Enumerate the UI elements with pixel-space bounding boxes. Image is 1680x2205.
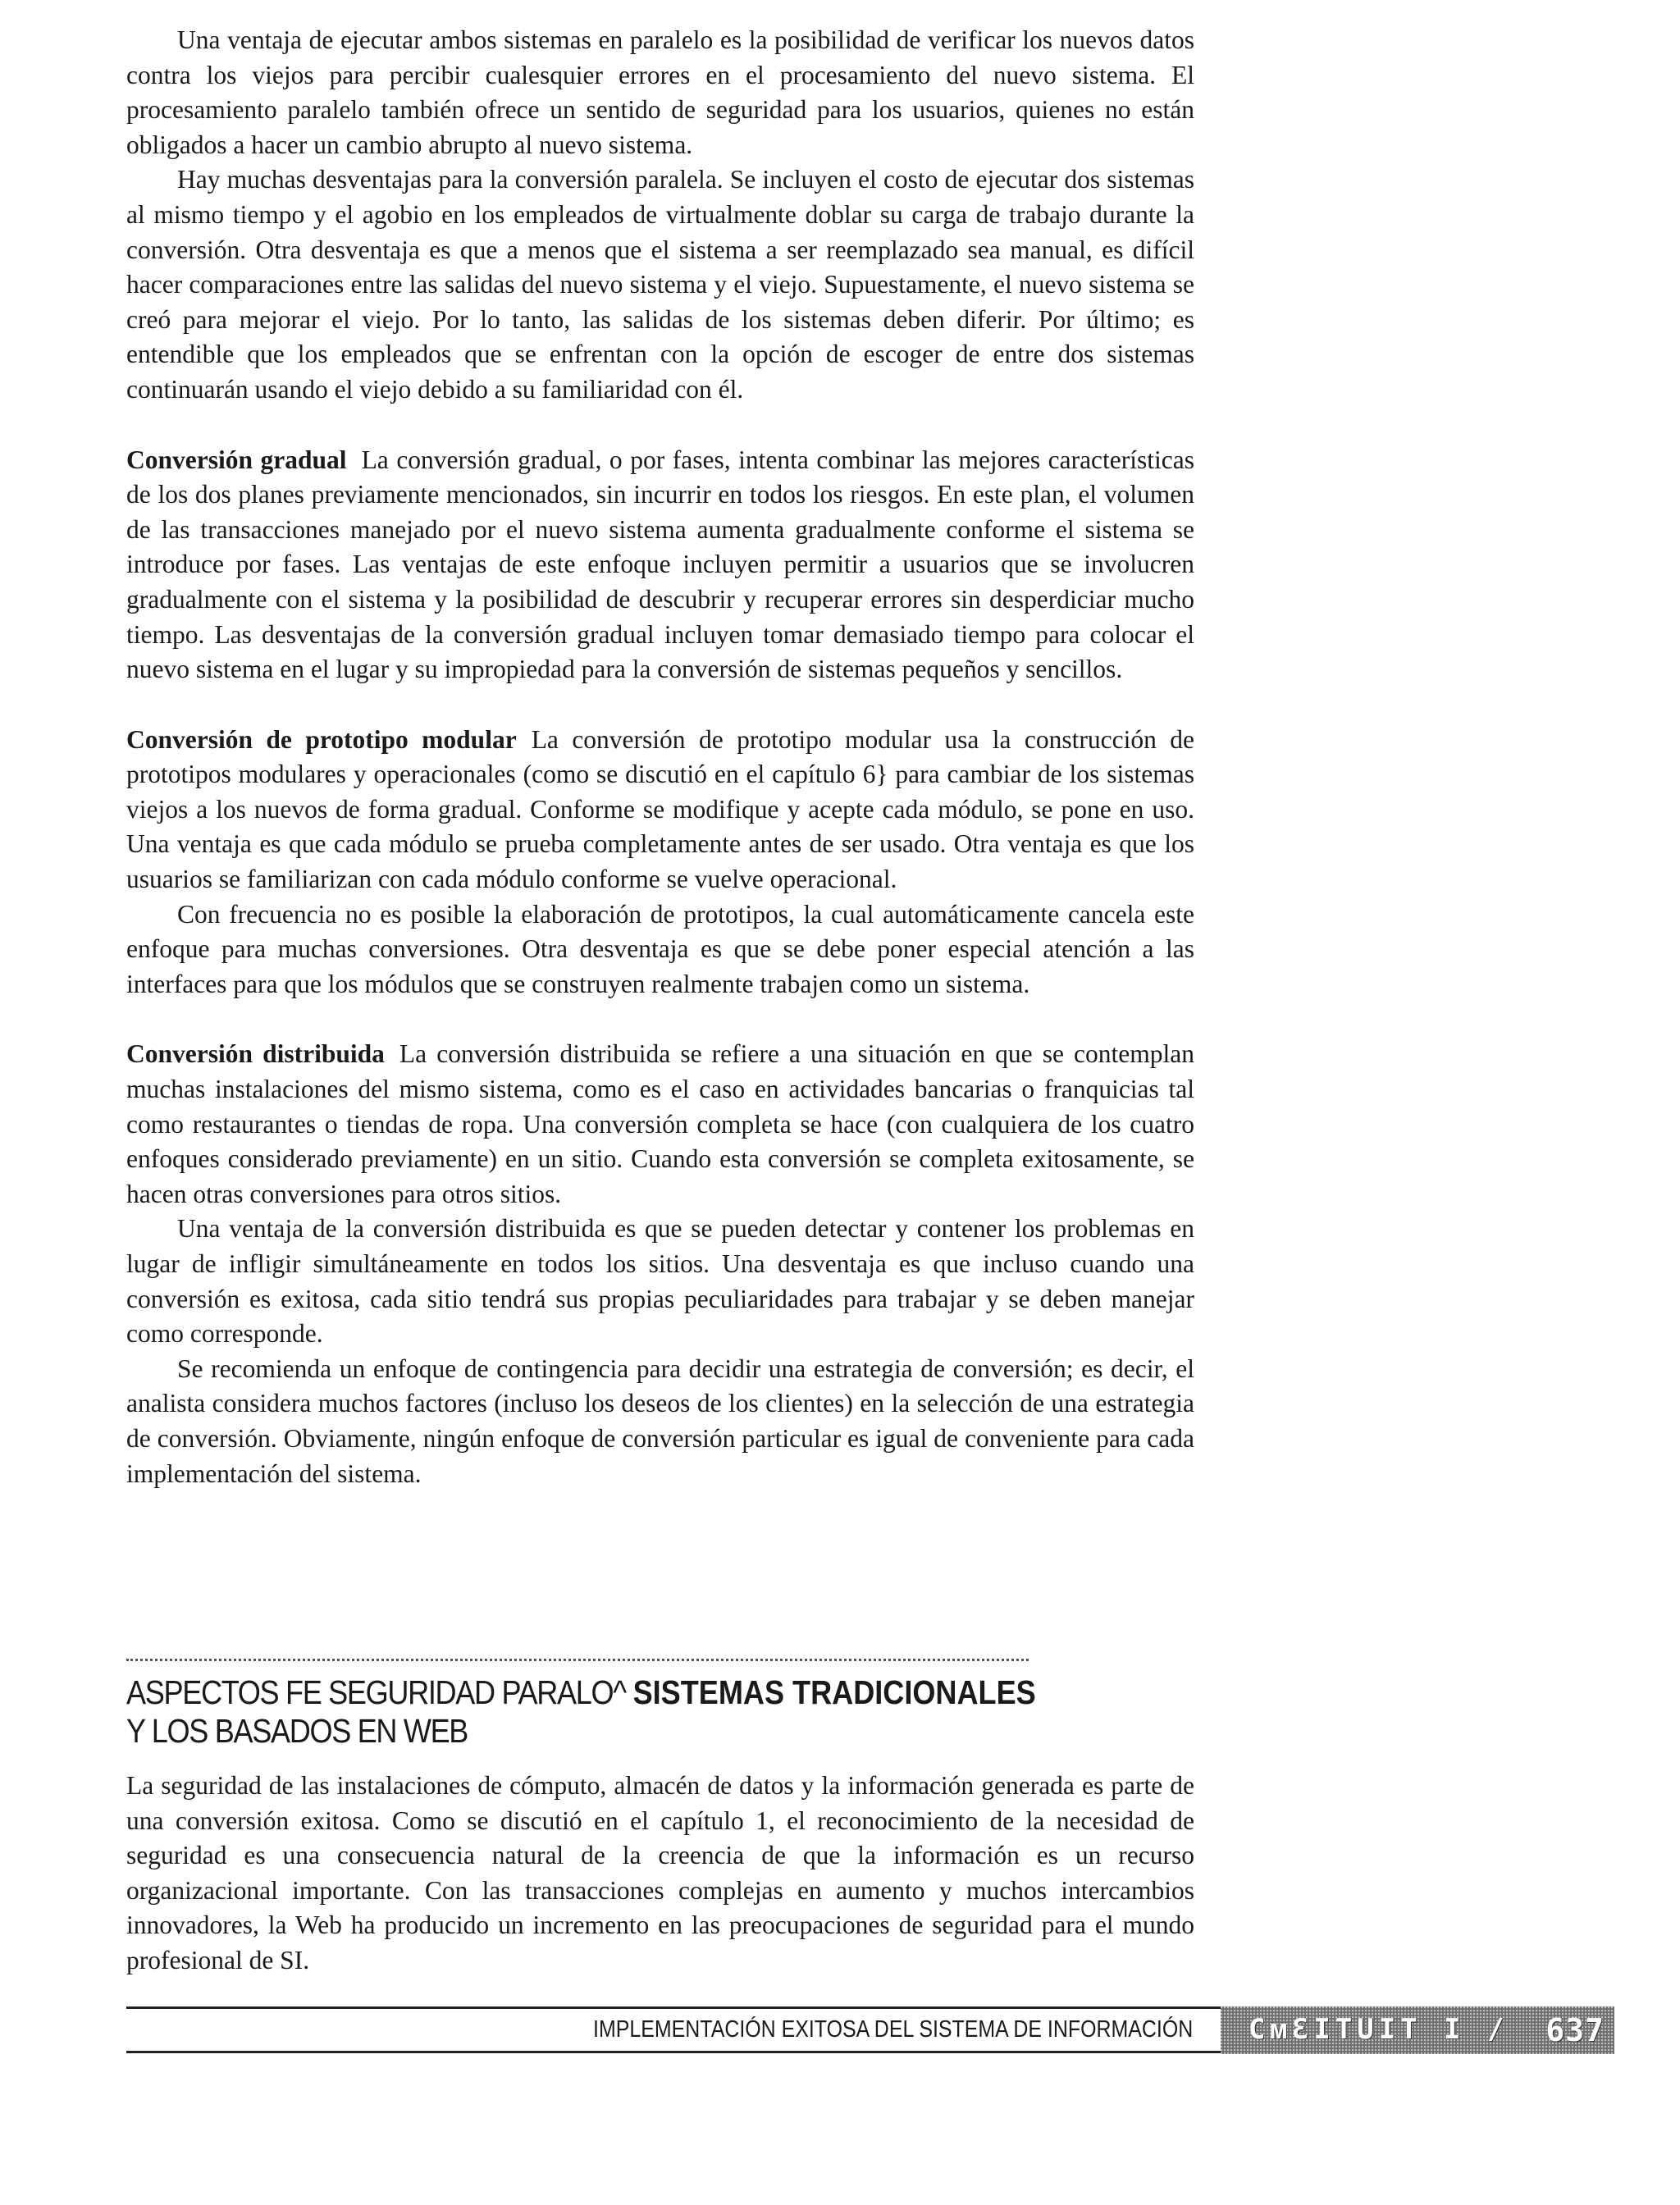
section-heading — [126, 1673, 1101, 1751]
heading-modular: Conversión de prototipo modular — [126, 724, 517, 754]
footer-rule-top — [126, 2006, 1226, 2009]
section-heading-bold: SISTEMAS TRADICIONALES — [632, 1673, 1036, 1711]
text-modular: La conversión de prototipo modular usa la construcción de prototipos modulares y operacionales (como se discutió en el capítulo 6} para cambiar de los sistemas viejos a los nuevos de forma gradual. Conforme se modifique y acepte cada módulo, se pone en uso. Una ventaja es que cada módulo se prueba completamente antes de ser usado. Otra ventaja es que los usuarios se familiarizan con cada módulo conforme se vuelve operacional. — [126, 724, 1194, 894]
footer-rule-bottom — [126, 2051, 1226, 2053]
paragraph-gradual — [126, 443, 1194, 687]
section-heading-line2: Y LOS BASADOS EN WEB — [126, 1712, 468, 1750]
paragraph-security: La seguridad de las instalaciones de cómputo, almacén de datos y la información generada es parte de una conversión exitosa. Como se discutió en el capítulo 1, el reconocimiento de la necesidad de seguridad es una consecuencia natural de la creencia de que la información es un recurso organizacional importante. Con las transacciones complejas en aumento y muchos intercambios innovadores, la Web ha producido un incremento en las preocupaciones de seguridad para el mundo profesional de SI. — [126, 1771, 1194, 1974]
chapter-label: CᴍƐITUIT I / — [1249, 2013, 1509, 2046]
paragraph-distribuida-3: Se recomienda un enfoque de contingencia para decidir una estrategia de conversión; es decir, el analista considera muchos factores (incluso los deseos de los clientes) en la selección de una estrategia de conversión. Obviamente, ningún enfoque de conversión particular es igual de conveniente para cada implementación del sistema. — [126, 1354, 1194, 1488]
heading-distribuida: Conversión distribuida — [126, 1039, 385, 1069]
body-block-section — [126, 1769, 1194, 1979]
text-distribuida: La conversión distribuida se refiere a una situación en que se contemplan muchas instalaciones del mismo sistema, como es el caso en actividades bancarias o franquicias tal como restaurantes o tiendas de ropa. Una conversión completa se hace (con cualquiera de los cuatro enfoques considerado previamente) en un sitio. Cuando esta conversión se completa exitosamente, se hacen otras conversiones para otros sitios. — [126, 1039, 1194, 1208]
chapter-tab — [1221, 2006, 1614, 2054]
heading-gradual: Conversión gradual — [126, 445, 347, 474]
body-block-top — [126, 23, 1194, 1491]
page-number: 637 — [1545, 2012, 1605, 2048]
running-title: IMPLEMENTACIÓN EXITOSA DEL SISTEMA DE INFORMACIÓN — [592, 2016, 1193, 2043]
paragraph-modular — [126, 723, 1194, 897]
paragraph-parallel-disadvantages: Hay muchas desventajas para la conversión paralela. Se incluyen el costo de ejecutar dos sistemas al mismo tiempo y el agobio en los empleados de virtualmente doblar su carga de trabajo durante la conversión. Otra desventaja es que a menos que el sistema a ser reemplazado sea manual, es difícil hacer comparaciones entre las salidas del nuevo sistema y el viejo. Supuestamente, el nuevo sistema se creó para mejorar el viejo. Por lo tanto, las salidas de los sistemas deben diferir. Por último; es entendible que los empleados que se enfrentan con la opción de escoger de entre dos sistemas continuarán usando el viejo debido a su familiaridad con él. — [126, 165, 1194, 404]
paragraph-modular-2: Con frecuencia no es posible la elaboración de prototipos, la cual automáticamente cancela este enfoque para muchas conversiones. Otra desventaja es que se debe poner especial atención a las interfaces para que los módulos que se construyen realmente trabajen como un sistema. — [126, 899, 1194, 998]
paragraph-parallel-advantage: Una ventaja de ejecutar ambos sistemas en paralelo es la posibilidad de verificar los nuevos datos contra los viejos para percibir cualesquier errores en el procesamiento del nuevo sistema. El procesamiento paralelo también ofrece un sentido de seguridad para los usuarios, quienes no están obligados a hacer un cambio abrupto al nuevo sistema. — [126, 25, 1194, 159]
text-gradual: La conversión gradual, o por fases, intenta combinar las mejores características de los dos planes previamente mencionados, sin incurrir en todos los riesgos. En este plan, el volumen de las transacciones manejado por el nuevo sistema aumenta gradualmente conforme el sistema se introduce por fases. Las ventajas de este enfoque incluyen permitir a usuarios que se involucren gradualmente con el sistema y la posibilidad de descubrir y recuperar errores sin desperdiciar mucho tiempo. Las desventajas de la conversión gradual incluyen tomar demasiado tiempo para colocar el nuevo sistema en el lugar y su impropiedad para la conversión de sistemas pequeños y sencillos. — [126, 445, 1194, 684]
section-divider — [126, 1659, 1029, 1661]
paragraph-distribuida-2: Una ventaja de la conversión distribuida es que se pueden detectar y contener los problemas en lugar de infligir simultáneamente en todos los sitios. Una desventaja es que incluso cuando una conversión es exitosa, cada sitio tendrá sus propias peculiaridades para trabajar y se deben manejar como corresponde. — [126, 1214, 1194, 1349]
paragraph-distribuida — [126, 1037, 1194, 1212]
section-heading-light: ASPECTOS FE SEGURIDAD PARALO^ — [126, 1673, 633, 1711]
